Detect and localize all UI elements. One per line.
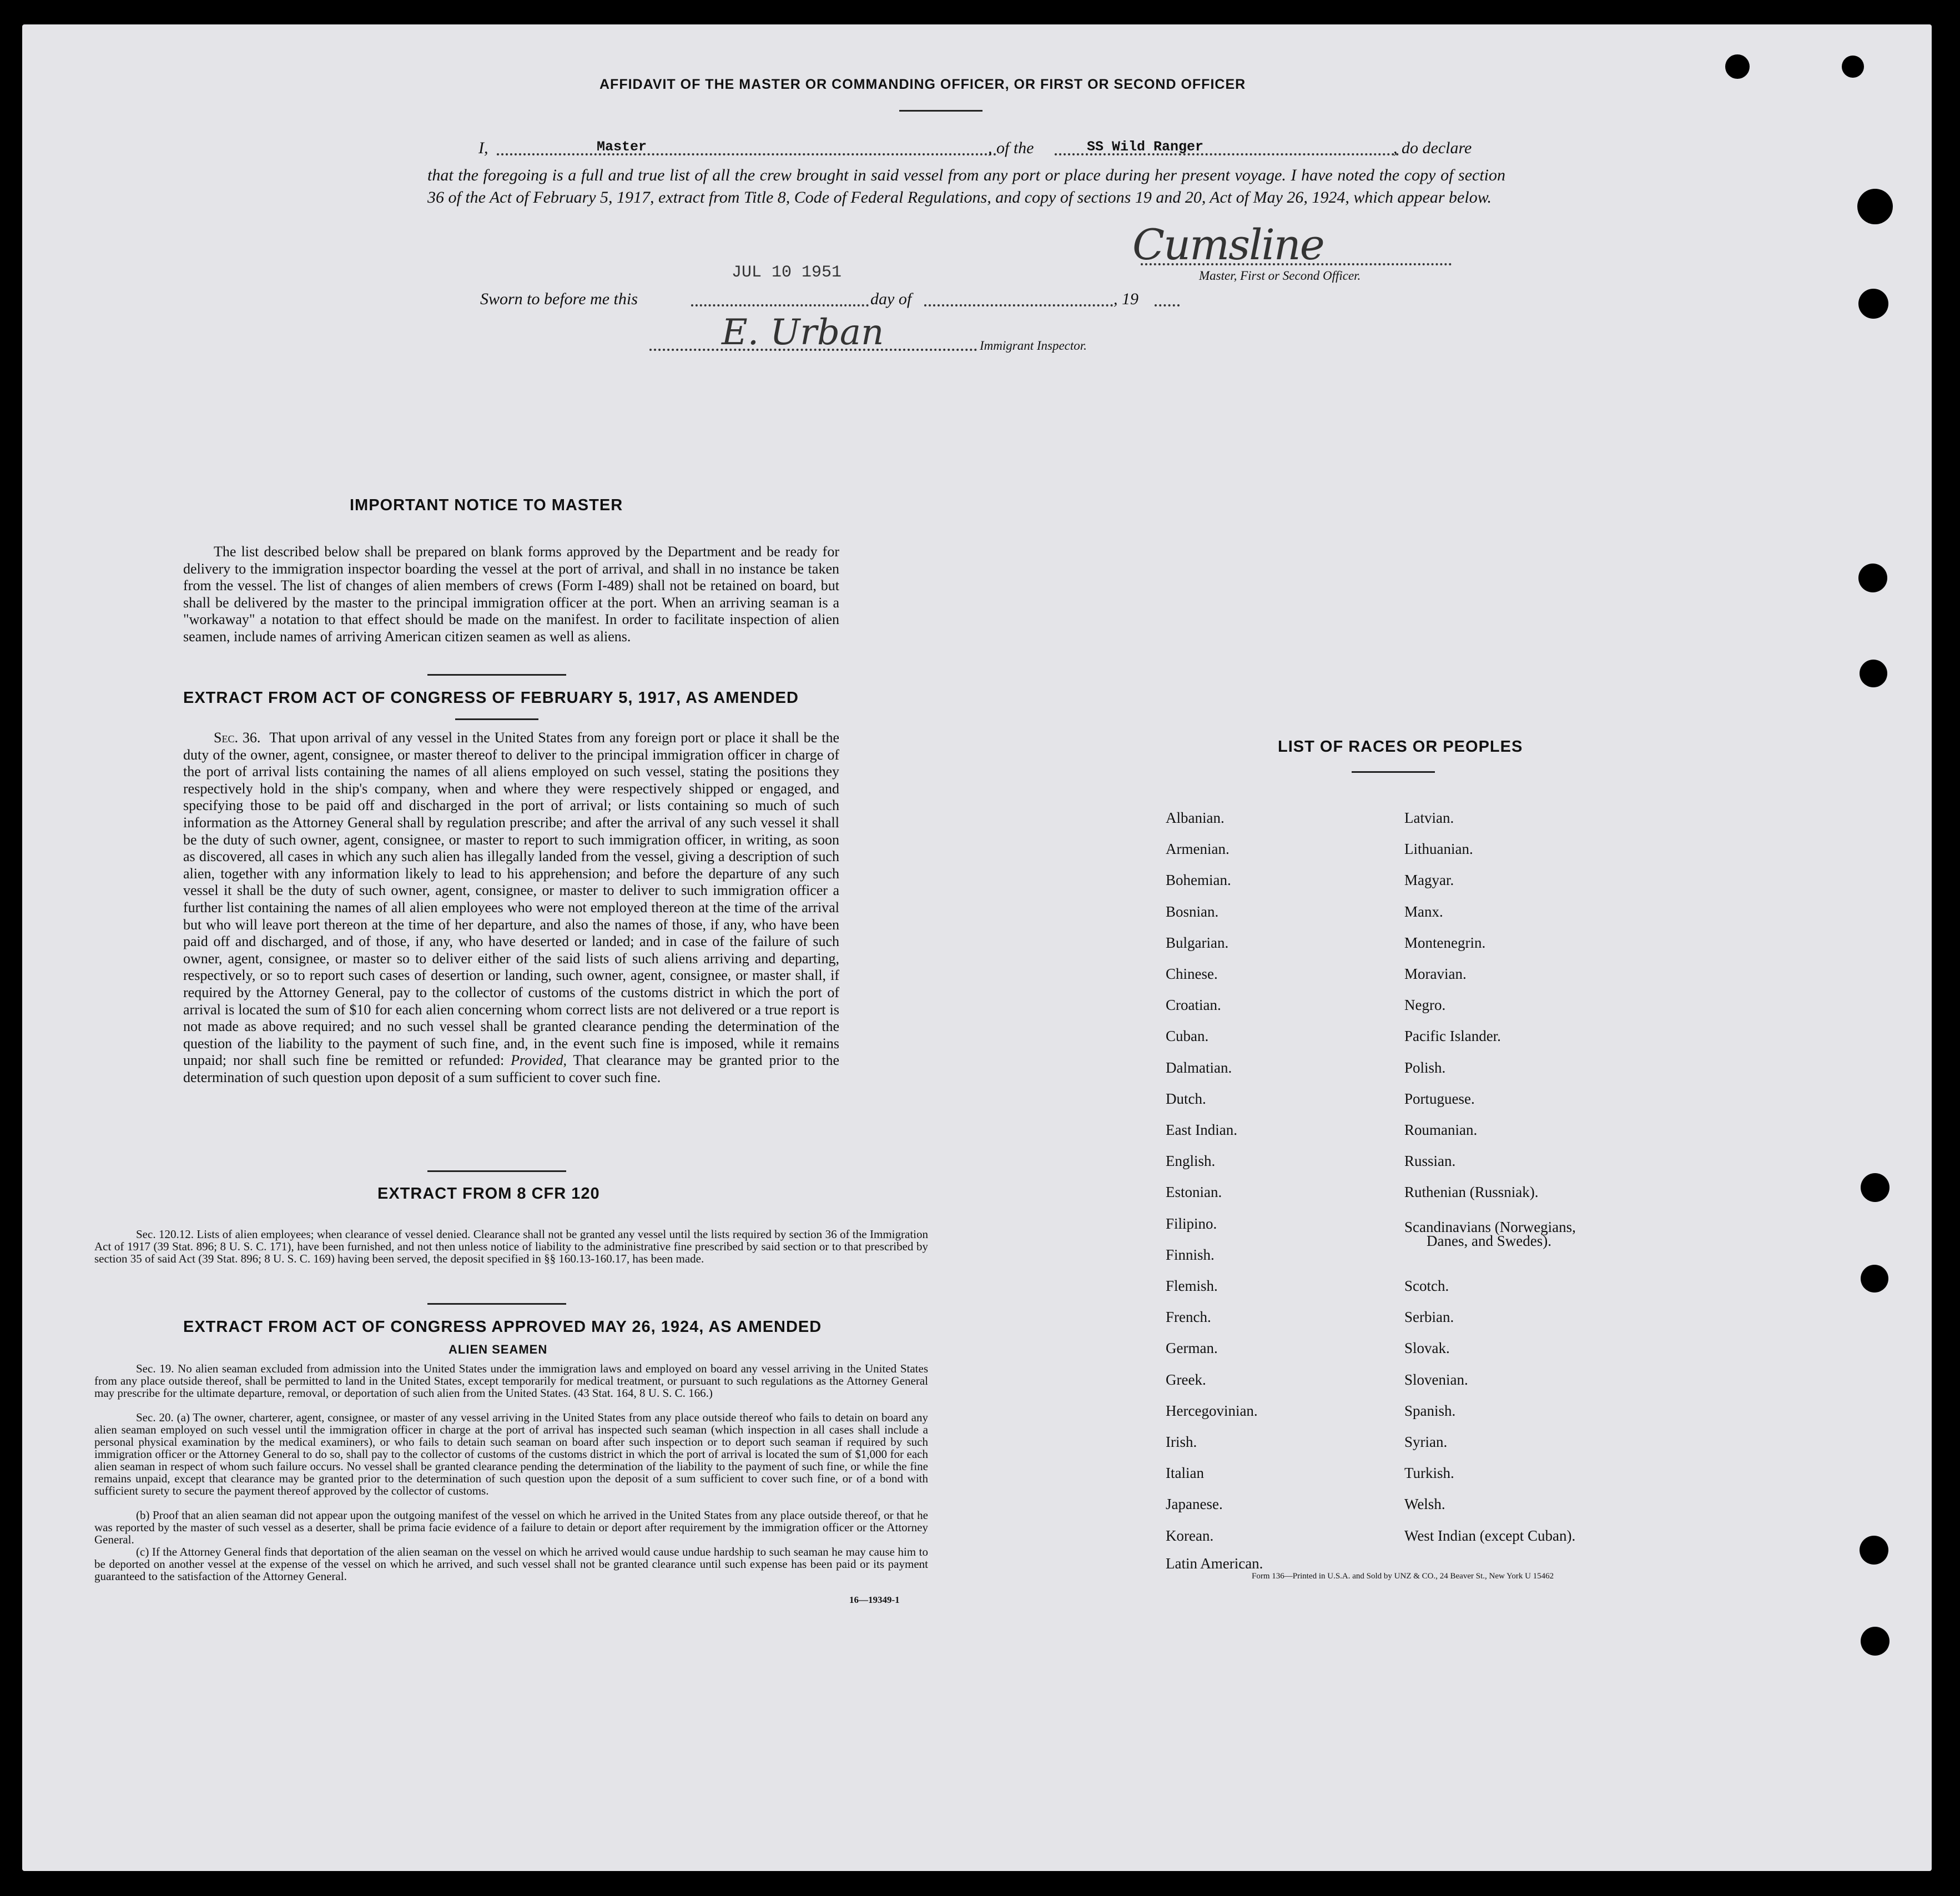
race-item: Japanese. <box>1166 1496 1223 1513</box>
binder-hole <box>1860 660 1887 687</box>
race-item: Welsh. <box>1404 1496 1445 1513</box>
sworn-prefix: Sworn to before me this <box>480 290 638 308</box>
race-item: Magyar. <box>1404 872 1454 889</box>
races-rule <box>1352 771 1435 773</box>
sec20a-text: Sec. 20. (a) The owner, charterer, agent, consignee, or master of any vessel arriving in the United States from any place outside thereof who fails to detain on board any alien seaman employed on such vessel until the immigration officer in charge at the port of arrival has inspected such seaman (which inspection in all cases shall include a personal physical examination by the medical examiners), or who fails to detain such seaman on board after such inspection or to deport such seaman if required by such immigration officer or the Attorney General to do so, shall pay to the collector of customs of the customs district in which the port of arrival is located the sum of $1,000 for each alien seaman in respect of whom such failure occurs. No vessel shall be granted clearance pending the determination of the liability to the payment of such fine, or while the fine remains unpaid, except that clearance may be granted prior to the determination of such question upon the deposit of a sum sufficient to cover such fine, or of a bond with sufficient surety to secure the payment thereof approved by the collector of customs. <box>94 1411 928 1497</box>
vessel-value: SS Wild Ranger <box>1087 139 1204 155</box>
sworn-month-line <box>924 304 1113 306</box>
race-item: Serbian. <box>1404 1309 1454 1326</box>
form-sheet <box>22 24 1932 1871</box>
inspector-signature: E. Urban <box>722 312 884 353</box>
binder-hole <box>1725 54 1750 79</box>
notice-rule <box>427 674 566 676</box>
printer-imprint: Form 136—Printed in U.S.A. and Sold by UNZ & CO., 24 Beaver St., New York U 15462 <box>1252 1572 1554 1581</box>
race-item: Dalmatian. <box>1166 1059 1232 1076</box>
inspector-line <box>649 349 977 351</box>
race-item: Russian. <box>1404 1153 1456 1170</box>
race-item: Dutch. <box>1166 1090 1206 1107</box>
binder-hole <box>1861 1265 1888 1293</box>
cfr-rule <box>427 1303 566 1305</box>
race-item: Irish. <box>1166 1434 1197 1450</box>
day-of-label: day of <box>870 290 912 308</box>
binder-hole <box>1858 289 1888 319</box>
declare-prefix: I, <box>478 139 488 157</box>
race-item: Danes, and Swedes). <box>1427 1232 1551 1249</box>
binder-hole <box>1858 564 1887 592</box>
sec20b-text: (b) Proof that an alien seaman did not appear upon the outgoing manifest of the vessel on which he arrived in the United States from any place outside thereof, or that he was reported by the master of such vessel as a deserter, shall be prima facie evidence of a failure to detain or deport after requirement by the immigration officer or the Attorney General. <box>94 1508 928 1546</box>
binder-hole <box>1842 56 1864 78</box>
sec36-text: That upon arrival of any vessel in the United States from any foreign port or place it shall be the duty of the owner, agent, consignee, or master thereof to deliver to the principal immigration officer in charge of the port of arrival lists containing the names of all aliens employed on such vessel, stating the positions they respectively hold in the ship's company, when and where they were respectively shipped or engaged, and specifying those to be paid off and discharged in the port of arrival; or lists containing so much of such information as the Attorney General shall by regulation prescribe; and after the arrival of any such vessel it shall be the duty of such owner, agent, consignee, or master to report to such immigration officer, in writing, as soon as discovered, all cases in which any such alien has illegally landed from the vessel, giving a description of such alien, together with any information likely to lead to his apprehension; and before the departure of any such vessel it shall be the duty of such owner, agent, consignee, or master to deliver to such immigration officer a further list containing the names of all alien employees who were not employed thereon at the time of the arrival but who will leave port thereon at the time of her departure, and also the names of those, if any, who have been paid off and discharged, and of those, if any, who have deserted or landed; and in case of the failure of such owner, agent, consignee, or master so to deliver either of the said lists of such aliens arriving and departing, respectively, or so to report such cases of desertion or landing, such owner, agent, consignee, or master shall, if required by the Attorney General, pay to the collector of customs of the customs district in which the port of arrival is located the sum of $10 for each alien concerning whom correct lists are not delivered or a true report is not made as above required; and no such vessel shall be granted clearance pending the determination of the question of the liability to the payment of such fine, and, in the event such fine is imposed, while it remains unpaid; nor shall such fine be remitted or refunded: <box>183 730 840 1069</box>
race-item: Pacific Islander. <box>1404 1028 1501 1045</box>
inspector-caption: Immigrant Inspector. <box>980 339 1087 353</box>
race-item: East Indian. <box>1166 1121 1237 1138</box>
race-item: Scotch. <box>1404 1278 1449 1294</box>
form-code: 16—19349-1 <box>849 1595 900 1605</box>
race-item: West Indian (except Cuban). <box>1404 1527 1576 1544</box>
of-the-label: , of the <box>988 139 1034 157</box>
master-line <box>497 153 996 155</box>
race-item: Hercegovinian. <box>1166 1402 1258 1419</box>
sec36-text-end: That clearance may be granted prior to the determination of such question upon deposit of a sum sufficient to cover such fine. <box>183 1052 840 1085</box>
year-label: , 19 <box>1113 290 1138 308</box>
notice-body: The list described below shall be prepared on blank forms approved by the Department and be ready for delivery to the immigration inspector boarding the vessel at the port of arrival, and shall in no instance be taken from the vessel. The list of changes of alien members of crews (Form I-489) shall not be retained on board, but shall be delivered by the master to the principal immigration officer at the port. When an arriving seaman is a "workaway" a notation to that effect should be made on the manifest. In order to facilitate inspection of alien seamen, include names of arriving American citizen seamen as well as aliens. <box>183 544 839 645</box>
race-item: Syrian. <box>1404 1434 1448 1450</box>
extract-1917-rule <box>455 718 538 720</box>
race-item: Negro. <box>1404 997 1446 1014</box>
race-item: Montenegrin. <box>1404 934 1486 951</box>
race-item: Albanian. <box>1166 809 1225 826</box>
sworn-day-line <box>691 304 869 306</box>
race-item: Lithuanian. <box>1404 841 1473 858</box>
sworn-year-line <box>1155 304 1180 306</box>
binder-hole <box>1857 189 1893 224</box>
sec19-text: Sec. 19. No alien seaman excluded from admission into the United States under the immigration laws and employed on board any vessel arriving in the United States from any place outside thereof, shall be permitted to land in the United States, except temporarily for medical treatment, or pursuant to such regulations as the Attorney General may prescribe for the ultimate departure, removal, or deportation of such alien from the United States. (43 Stat. 164, 8 U. S. C. 166.) <box>94 1362 928 1400</box>
cfr-title: EXTRACT FROM 8 CFR 120 <box>377 1185 600 1203</box>
race-item: Polish. <box>1404 1059 1446 1076</box>
race-item: Cuban. <box>1166 1028 1209 1045</box>
race-item: Italian <box>1166 1465 1204 1482</box>
binder-hole <box>1860 1536 1888 1565</box>
race-item: Greek. <box>1166 1371 1206 1388</box>
race-item: Slovak. <box>1404 1340 1450 1357</box>
race-item: Slovenian. <box>1404 1371 1468 1388</box>
binder-hole <box>1861 1173 1890 1202</box>
race-item: Scandinavians (Norwegians, <box>1404 1218 1576 1235</box>
binder-hole <box>1861 1627 1890 1656</box>
race-item: Korean. <box>1166 1527 1214 1544</box>
race-item: English. <box>1166 1153 1216 1170</box>
race-item: Ruthenian (Russniak). <box>1404 1184 1539 1201</box>
race-item: Estonian. <box>1166 1184 1222 1201</box>
race-item: Croatian. <box>1166 997 1221 1014</box>
race-item: Latvian. <box>1404 809 1454 826</box>
race-item: Manx. <box>1404 903 1443 920</box>
race-item: Portuguese. <box>1404 1090 1475 1107</box>
notice-title: IMPORTANT NOTICE TO MASTER <box>350 496 623 514</box>
race-item: Roumanian. <box>1404 1121 1478 1138</box>
extract-1924-title: EXTRACT FROM ACT OF CONGRESS APPROVED MAY 26, 1924, AS AMENDED <box>183 1318 822 1336</box>
race-item: Bohemian. <box>1166 872 1231 889</box>
cfr-body: Sec. 120.12. Lists of alien employees; when clearance of vessel denied. Clearance shall not be granted any vessel until the lists required by section 36 of the Immigration Act of 1917 (39 Stat. 896; 8 U. S. C. 171), have been furnished, and not then unless notice of liability to the administrative fine prescribed by said section or to that prescribed by section 35 of said Act (39 Stat. 896; 8 U. S. C. 169) having been served, the deposit specified in §§ 160.13-160.17, has been made. <box>94 1228 928 1265</box>
master-caption: Master, First or Second Officer. <box>1199 269 1361 283</box>
affidavit-body: that the foregoing is a full and true list of all the crew brought in said vessel from any port or place during her present voyage. I have noted the copy of section 36 of the Act of February 5, 1917, extract from Title 8, Code of Federal Regulations, and copy of sections 19 and 20, Act of May 26, 1924, which appear below. <box>427 166 1505 207</box>
race-item: Bulgarian. <box>1166 934 1229 951</box>
master-signature: Cumsline <box>1132 220 1324 269</box>
signature-line <box>1141 263 1452 265</box>
race-item: Finnish. <box>1166 1246 1215 1263</box>
race-item: Armenian. <box>1166 841 1230 858</box>
sec20c-text: (c) If the Attorney General finds that deportation of the alien seaman on the vessel on which he arrived would cause undue hardship to such seaman he may cause him to be deported on another vessel at the expense of the vessel on which he arrived, and such vessel shall not be granted clearance until such expense has been paid or its payment guaranteed to the satisfaction of the Attorney General. <box>94 1545 928 1583</box>
race-item: Filipino. <box>1166 1215 1217 1232</box>
race-item: French. <box>1166 1309 1211 1326</box>
extract-1917-body <box>183 730 839 1086</box>
master-value: Master <box>597 139 647 155</box>
races-title: LIST OF RACES OR PEOPLES <box>1278 738 1523 756</box>
extract-1917-title: EXTRACT FROM ACT OF CONGRESS OF FEBRUARY 5, 1917, AS AMENDED <box>183 689 799 707</box>
affidavit-title: AFFIDAVIT OF THE MASTER OR COMMANDING OFFICER, OR FIRST OR SECOND OFFICER <box>599 77 1246 92</box>
extract-1924-subtitle: ALIEN SEAMEN <box>449 1342 548 1356</box>
date-stamp: JUL 10 1951 <box>732 263 842 282</box>
provided-word: Provided, <box>511 1052 567 1069</box>
extract-1917-end-rule <box>427 1170 566 1172</box>
race-item: Spanish. <box>1404 1402 1456 1419</box>
race-item: Latin American. <box>1166 1555 1263 1572</box>
do-declare-label: , do declare <box>1393 139 1472 157</box>
sec36-label: Sec. 36. <box>214 730 261 746</box>
race-item: German. <box>1166 1340 1218 1357</box>
race-item: Moravian. <box>1404 965 1467 982</box>
race-item: Turkish. <box>1404 1465 1454 1482</box>
race-item: Bosnian. <box>1166 903 1219 920</box>
title-rule <box>899 110 982 112</box>
race-item: Flemish. <box>1166 1278 1218 1294</box>
race-item: Chinese. <box>1166 965 1218 982</box>
